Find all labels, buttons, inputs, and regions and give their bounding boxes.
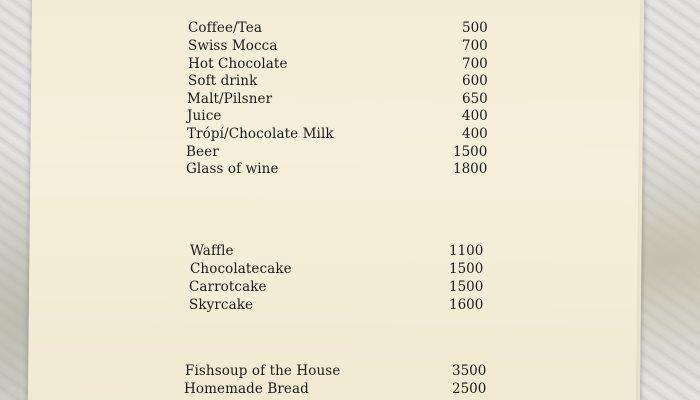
- menu-item-name: Fishsoup of the House: [185, 363, 341, 379]
- menu-item-price: 600: [462, 73, 488, 89]
- menu-item-name: Homemade Bread: [184, 381, 309, 397]
- menu-item-price: 700: [462, 56, 488, 72]
- menu-item-name: Carrotcake: [189, 279, 267, 295]
- menu-item-name: Beer: [186, 144, 219, 160]
- menu-item-price: 400: [462, 126, 488, 142]
- menu-item-price: 700: [462, 38, 488, 54]
- menu-item-price: 500: [462, 20, 488, 36]
- menu-item-name: Coffee/Tea: [188, 20, 262, 36]
- menu-item-name: Trópí/Chocolate Milk: [187, 126, 334, 142]
- menu-item-price: 650: [462, 91, 488, 107]
- menu-item-price: 1500: [453, 144, 488, 160]
- menu-item-name: Soft drink: [188, 73, 258, 89]
- menu-item-price: 3500: [452, 363, 487, 379]
- menu-item-name: Skyrcake: [189, 297, 254, 313]
- menu-item-name: Hot Chocolate: [188, 56, 288, 72]
- menu-item-price: 400: [462, 108, 488, 124]
- menu-item-price: 1800: [453, 161, 488, 177]
- menu-item-name: Chocolatecake: [190, 261, 292, 277]
- menu-item-price: 1600: [449, 297, 484, 313]
- menu-item-price: 2500: [452, 381, 487, 397]
- menu-item-name: Swiss Mocca: [188, 38, 278, 54]
- menu-item-price: 1100: [449, 243, 484, 259]
- menu-paper: [28, 0, 645, 400]
- menu-item-name: Glass of wine: [186, 161, 279, 177]
- menu-item-name: Malt/Pilsner: [187, 91, 273, 107]
- menu-item-price: 1500: [449, 279, 484, 295]
- menu-item-name: Juice: [187, 108, 222, 124]
- menu-item-price: 1500: [449, 261, 484, 277]
- menu-item-name: Waffle: [190, 243, 234, 259]
